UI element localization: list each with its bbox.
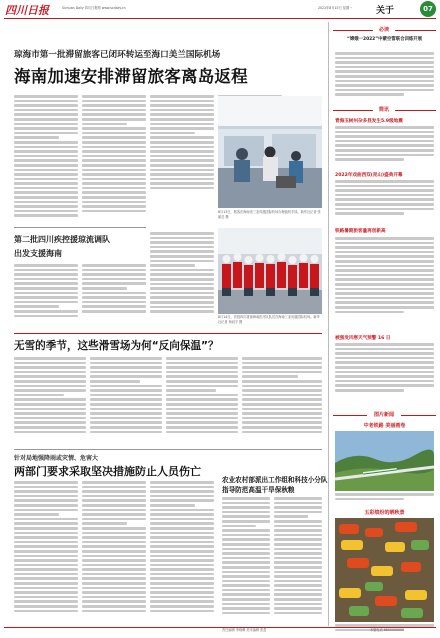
masthead-rule — [4, 18, 436, 19]
sidebar-item-body — [335, 237, 434, 331]
feature-headline: 无雪的季节，这些滑雪场为何“反向保温”？ — [14, 340, 219, 352]
sidebar — [333, 22, 436, 626]
page-number: 07 — [420, 1, 436, 17]
sidebar-item-body — [335, 126, 434, 168]
railway-photo-caption — [335, 493, 434, 507]
sidebar-item-title: 中老铁路 美丽画卷 — [363, 423, 406, 429]
sidebar-label-text: 必读 — [373, 26, 395, 33]
divider — [14, 227, 146, 228]
section-label: 关于 — [376, 6, 395, 16]
safety-body-col3 — [150, 481, 214, 626]
lead-photo-caption: 8月13日，旅客在海南省三亚凤凰国际机场办理值机手续。新华社记者 张丽芸 摄 — [218, 210, 321, 219]
footer-phone: 本版电话 8800000000 — [370, 628, 405, 632]
divider — [14, 333, 322, 334]
sidebar-item-body — [335, 180, 434, 224]
sidebar-label-text: 图片新闻 — [367, 411, 401, 418]
feature-body-col3 — [166, 357, 238, 445]
column-separator — [328, 22, 329, 626]
safety-kicker: 针对局地强降雨或灾情、危害大 — [14, 455, 99, 462]
agri-headline: 农业农村部派出工作组和科技小分队 — [222, 476, 328, 484]
lead-kicker: 琼海市第一批滞留旅客已闭环转运至海口美兰国际机场 — [14, 50, 221, 60]
masthead-info: Sichuan Daily 四川日报网 www.scdaily.cn — [62, 6, 126, 10]
newspaper-logo: 四川日报 — [5, 4, 49, 17]
lead-photo-medical-team — [218, 228, 322, 314]
sidebar-label-text: 简讯 — [373, 106, 395, 113]
medical-photo-caption: 8月14日，首批四川援琼海南医疗队队员在海南三亚凤凰国际机场。新华社记者 杨冠宇 摄 — [218, 315, 320, 324]
feature-body-col2 — [90, 357, 162, 445]
second-headline: 出发支援海南 — [14, 249, 62, 258]
second-body-col1 — [14, 264, 78, 324]
second-kicker: 第二批四川疾控援琼流调队 — [14, 235, 110, 244]
lead-body-col1 — [14, 95, 78, 225]
sidebar-item-title: 被强发风寒天气预警 16 日 — [335, 336, 391, 341]
issue-date: 2022年8月15日 星期一 — [318, 6, 353, 10]
harvest-photo — [335, 518, 434, 622]
safety-headline: 两部门要求采取坚决措施防止人员伤亡 — [14, 465, 201, 478]
lead-headline: 海南加速安排滞留旅客离岛返程 — [14, 67, 248, 86]
sidebar-label-brief — [333, 106, 436, 114]
railway-photo — [335, 431, 434, 491]
masthead — [0, 0, 440, 20]
sidebar-label-photo-news — [333, 411, 436, 419]
safety-body-col1 — [14, 481, 78, 626]
agri-subhead: 指导防范高温干旱保秋粮 — [222, 486, 295, 494]
lead-photo-airport — [218, 96, 322, 208]
lead-body-col3 — [150, 95, 214, 225]
safety-body-col2 — [82, 481, 146, 626]
agri-body-col2 — [274, 497, 322, 626]
sidebar-item-title: 铁路暑期旅客量再创新高 — [335, 229, 386, 234]
sidebar-item-title: 青海玉树州杂多县发生5.9级地震 — [335, 119, 403, 124]
feature-body-col1 — [14, 357, 86, 445]
second-body-col3 — [150, 232, 214, 324]
sidebar-item-title: “嫦娥一2022”中蒙空管联合训练开展 — [346, 37, 423, 42]
second-body-col2 — [82, 264, 146, 324]
footer-editors: 责任编辑 李晓琳 美术编辑 张盈 — [222, 628, 267, 632]
agri-body-col1 — [222, 497, 270, 626]
divider — [14, 449, 322, 450]
sidebar-item-title: 五彩缤纷的晒秋景 — [364, 510, 405, 516]
feature-body-col4 — [242, 357, 322, 445]
sidebar-item-body — [335, 52, 434, 104]
sidebar-item-title: 2022年戏曲西双(昆山)盛典开幕 — [335, 173, 403, 178]
lead-body-col2 — [82, 95, 146, 225]
sidebar-item-body — [335, 343, 434, 407]
sidebar-label-must-read — [333, 26, 436, 34]
